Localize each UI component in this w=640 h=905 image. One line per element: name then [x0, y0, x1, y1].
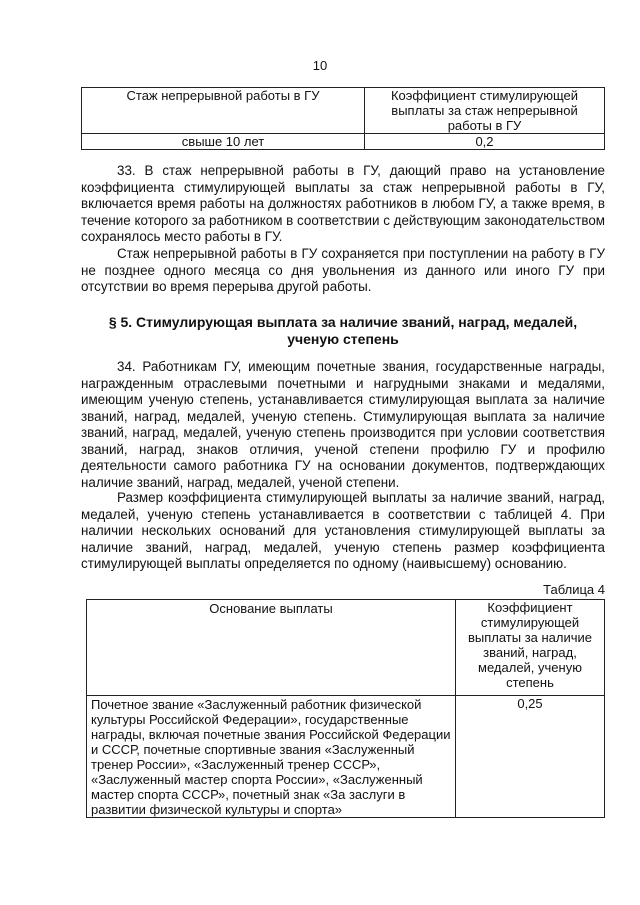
page-number: 10: [312, 58, 328, 73]
paragraph-33-continued: Стаж непрерывной работы в ГУ сохраняется при поступлении на работу в ГУ не позднее одного месяца со дня увольнения из данного или иного ГУ при отсутствии во время перерыва другой работы.: [81, 246, 605, 294]
table-cell: свыше 10 лет: [82, 134, 365, 150]
table-cell: Почетное звание «Заслуженный работник физической культуры Российской Федерации», государственные награды, включая почетные звания Российской Федерации и СССР, почетные спортивные звания «Заслуженный тренер России», «Заслуженный тренер СССР», «Заслуженный мастер спорта России», «Заслуженный мастер спорта СССР», почетный знак «За заслуги в развитии физической культуры и спорта»: [87, 696, 456, 818]
table-cell: 0,25: [456, 696, 605, 818]
section-5-heading: § 5. Стимулирующая выплата за наличие званий, наград, медалей, ученую степень: [108, 314, 578, 347]
table-header-row: [87, 600, 605, 696]
table-row: [87, 696, 605, 818]
paragraph-34: 34. Работникам ГУ, имеющим почетные звания, государственные награды, награжденным отраслевыми почетными и нагрудными знаками и медалями, имеющим ученую степень, устанавливается стимулирующая выплата за наличие званий, наград, медалей, ученую степень. Стимулирующая выплата за наличие званий, наград, медалей, ученую степень производится при условии соответствия званий, наград, знаков отличия, ученой степени профилю ГУ и профилю деятельности самого работника ГУ на основании документов, подтверждающих наличие званий, наград, медалей, ученой степени.: [81, 359, 605, 490]
table-row: [82, 134, 605, 150]
table-header-row: [82, 88, 605, 134]
header-cell: Коэффициент стимулирующей выплаты за стаж непрерывной работы в ГУ: [365, 88, 605, 134]
table-cell: 0,2: [365, 134, 605, 150]
continuous-service-table: [81, 87, 605, 150]
header-cell: Основание выплаты: [87, 600, 456, 696]
paragraph-33: 33. В стаж непрерывной работы в ГУ, дающий право на установление коэффициента стимулирующей выплаты за стаж непрерывной работы в ГУ, включается время работы на должностях работников в любом ГУ, а также время, в течение которого за работником в соответствии с действующим законодательством сохранялось место работы в ГУ.: [81, 163, 605, 244]
awards-table: [86, 599, 605, 818]
table-4-caption: Таблица 4: [543, 582, 605, 597]
header-cell: Коэффициент стимулирующей выплаты за наличие званий, наград, медалей, ученую степень: [456, 600, 605, 696]
paragraph-34-continued: Размер коэффициента стимулирующей выплаты за наличие званий, наград, медалей, ученую степень устанавливается в соответствии с таблицей 4. При наличии нескольких оснований для установления стимулирующей выплаты за наличие званий, наград, медалей, ученую степень размер коэффициента стимулирующей выплаты определяется по одному (наивысшему) основанию.: [81, 490, 605, 571]
header-cell: Стаж непрерывной работы в ГУ: [82, 88, 365, 134]
